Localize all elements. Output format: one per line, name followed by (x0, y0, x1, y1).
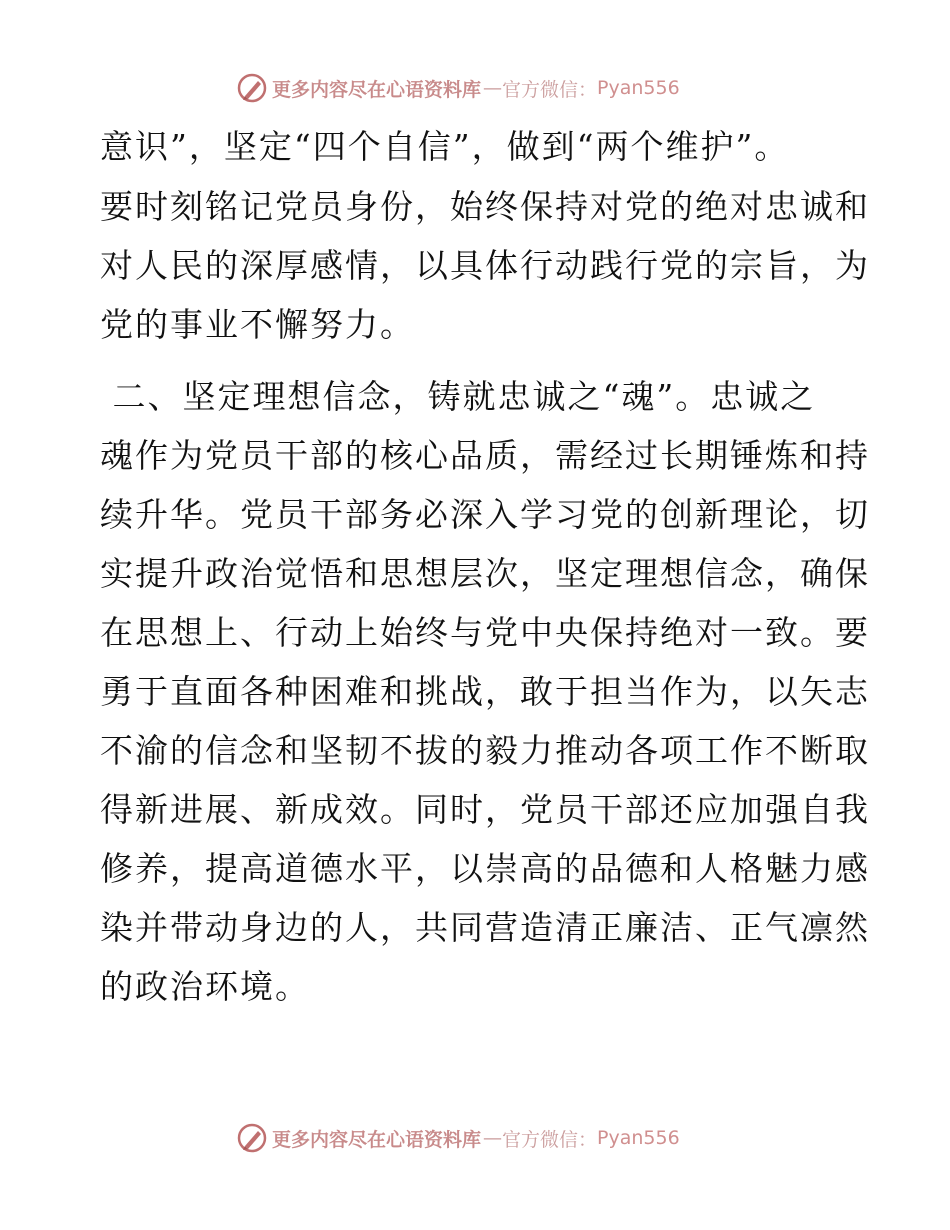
footer-watermark (236, 1122, 680, 1154)
watermark-wechat-id: Pyan556 (597, 1127, 680, 1149)
text-line: 勇于直面各种困难和挑战，敢于担当作为，以矢志 (100, 672, 870, 711)
pen-logo-icon (236, 72, 268, 104)
text-line: 对人民的深厚感情，以具体行动践行党的宗旨，为 (100, 246, 870, 285)
text-line: 不渝的信念和坚韧不拔的毅力推动各项工作不断取 (100, 731, 870, 770)
text-line: 染并带动身边的人，共同营造清正廉洁、正气凛然 (100, 908, 870, 947)
text-line: 魂作为党员干部的核心品质，需经过长期锤炼和持 (100, 436, 870, 475)
header-watermark (236, 72, 680, 104)
text-line: 党的事业不懈努力。 (100, 305, 415, 344)
text-line: 修养，提高道德水平，以崇高的品德和人格魅力感 (100, 849, 870, 888)
text-line: 意识”，坚定“四个自信”，做到“两个维护”。 (100, 127, 790, 166)
section-heading-line: 二、坚定理想信念，铸就忠诚之“魂”。忠诚之 (100, 377, 816, 416)
watermark-wechat-label: 官方微信： (502, 78, 598, 101)
watermark-wechat-label: 官方微信： (502, 1128, 598, 1151)
watermark-dash: — (483, 77, 501, 99)
text-line: 得新进展、新成效。同时，党员干部还应加强自我 (100, 790, 870, 829)
text-line: 要时刻铭记党员身份，始终保持对党的绝对忠诚和 (100, 187, 870, 226)
text-line: 在思想上、行动上始终与党中央保持绝对一致。要 (100, 613, 870, 652)
text-line: 实提升政治觉悟和思想层次，坚定理想信念，确保 (100, 554, 870, 593)
watermark-wechat-id: Pyan556 (597, 77, 680, 99)
text-line: 的政治环境。 (100, 967, 310, 1006)
watermark-slogan: 更多内容尽在心语资料库 (272, 78, 482, 101)
watermark-slogan: 更多内容尽在心语资料库 (272, 1128, 482, 1151)
pen-logo-icon (236, 1122, 268, 1154)
text-line: 续升华。党员干部务必深入学习党的创新理论，切 (100, 495, 870, 534)
watermark-dash: — (483, 1127, 501, 1149)
